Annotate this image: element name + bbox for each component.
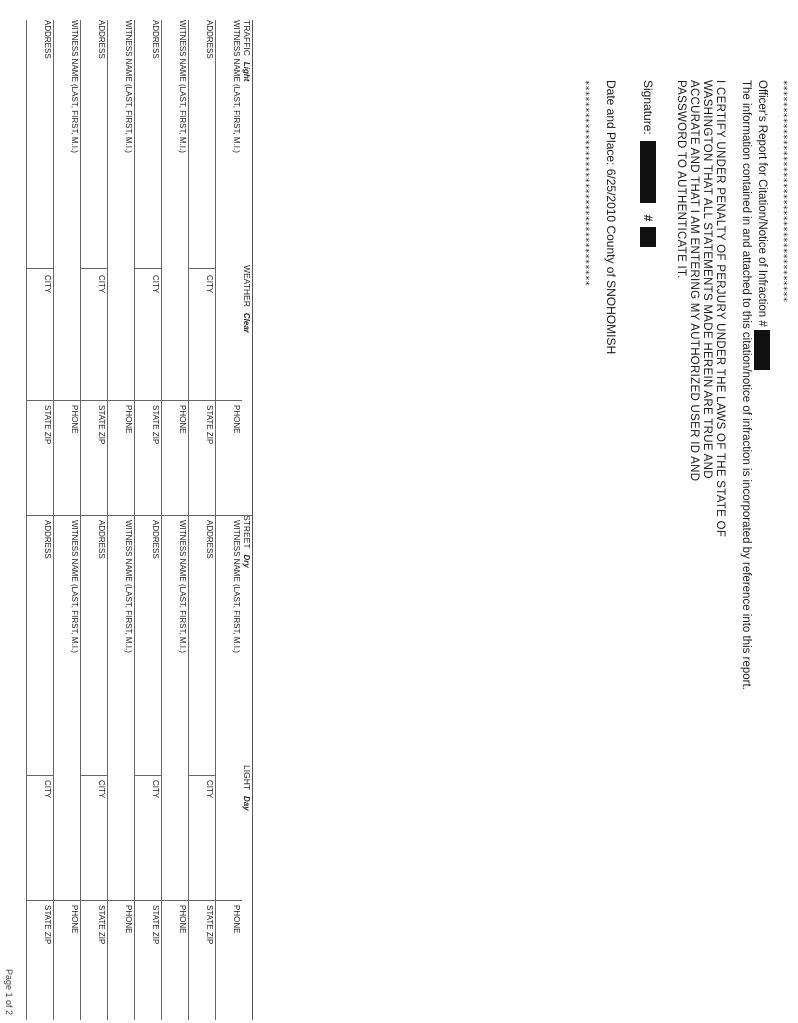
- divider: [27, 775, 53, 776]
- state-label: STATE: [97, 405, 106, 430]
- zip-label: ZIP: [97, 931, 106, 945]
- zip-label: ZIP: [205, 431, 214, 445]
- table-row: [188, 20, 215, 1020]
- street-label: STREET: [242, 515, 252, 549]
- phone-label: PHONE: [124, 405, 133, 434]
- state-zip-label: [43, 905, 52, 944]
- phone-label: PHONE: [178, 405, 187, 434]
- state-label: STATE: [43, 405, 52, 430]
- city-label: CITY: [97, 780, 106, 799]
- address-label: ADDRESS: [97, 20, 106, 59]
- certification-statement: [674, 80, 726, 640]
- phone-label: PHONE: [232, 905, 241, 934]
- divider: [26, 400, 242, 401]
- divider: [26, 900, 242, 901]
- witness-name-label: WITNESS NAME (LAST, FIRST, M.I.): [178, 20, 187, 153]
- state-zip-label: [151, 905, 160, 944]
- state-label: STATE: [205, 405, 214, 430]
- address-label: ADDRESS: [205, 20, 214, 59]
- city-label: CITY: [97, 275, 106, 294]
- address-label: ADDRESS: [43, 20, 52, 59]
- weather-label: WEATHER: [242, 265, 252, 307]
- state-zip-label: [97, 905, 106, 944]
- divider: [81, 268, 107, 269]
- address-label: ADDRESS: [97, 520, 106, 559]
- traffic-label: TRAFFIC: [242, 20, 252, 56]
- city-label: CITY: [151, 275, 160, 294]
- table-row: [80, 20, 107, 1020]
- witness-name-label: WITNESS NAME (LAST, FIRST, M.I.): [178, 520, 187, 653]
- divider: [81, 775, 107, 776]
- state-zip-label: [205, 905, 214, 944]
- witness-name-label: WITNESS NAME (LAST, FIRST, M.I.): [70, 20, 79, 153]
- divider: [189, 775, 215, 776]
- badge-hash: #: [641, 214, 655, 222]
- zip-label: ZIP: [43, 931, 52, 945]
- city-label: CITY: [151, 780, 160, 799]
- traffic-value: Light: [242, 61, 251, 82]
- redacted-badge-number: [640, 227, 656, 247]
- witness-name-label: WITNESS NAME (LAST, FIRST, M.I.): [70, 520, 79, 653]
- phone-label: PHONE: [178, 905, 187, 934]
- certify-line-4: PASSWORD TO AUTHENTICATE IT.: [675, 80, 687, 279]
- signature-line: [640, 80, 656, 980]
- city-label: CITY: [205, 275, 214, 294]
- certify-line-2: WASHINGTON THAT ALL STATEMENTS MADE HEREIN ARE TRUE AND: [701, 80, 713, 479]
- date-and-place: Date and Place: 6/25/2010 County of SNOHOMISH: [604, 80, 618, 355]
- table-row: [161, 20, 188, 1020]
- city-label: CITY: [43, 780, 52, 799]
- weather-value: Clear: [242, 312, 251, 333]
- state-zip-label: [151, 405, 160, 444]
- state-label: STATE: [151, 405, 160, 430]
- divider: [26, 515, 252, 516]
- table-row: [107, 20, 134, 1020]
- address-label: ADDRESS: [151, 520, 160, 559]
- witness-table: [22, 20, 253, 1020]
- certify-line-3: ACCURATE AND THAT I AM ENTERING MY AUTHORIZED USER ID AND: [688, 80, 700, 482]
- separator-stars-top: *****************************************: [778, 80, 788, 303]
- light-value: Day: [242, 796, 251, 811]
- street-value: Dry: [242, 554, 251, 568]
- witness-name-label: WITNESS NAME (LAST, FIRST, M.I.): [124, 520, 133, 653]
- report-title: [754, 80, 770, 980]
- signature-label: Signature:: [641, 80, 655, 135]
- table-row: [53, 20, 80, 1020]
- divider: [135, 268, 161, 269]
- state-zip-label: [43, 405, 52, 444]
- certify-line-1: I CERTIFY UNDER PENALTY OF PERJURY UNDER THE LAWS OF THE STATE OF: [714, 80, 726, 538]
- witness-name-label: WITNESS NAME (LAST, FIRST, M.I.): [232, 520, 241, 653]
- address-label: ADDRESS: [205, 520, 214, 559]
- address-label: ADDRESS: [43, 520, 52, 559]
- table-row: [134, 20, 161, 1020]
- zip-label: ZIP: [151, 931, 160, 945]
- state-label: STATE: [205, 905, 214, 930]
- state-zip-label: [97, 405, 106, 444]
- phone-label: PHONE: [232, 405, 241, 434]
- zip-label: ZIP: [151, 431, 160, 445]
- city-label: CITY: [43, 275, 52, 294]
- state-label: STATE: [43, 905, 52, 930]
- address-label: ADDRESS: [151, 20, 160, 59]
- light-label: LIGHT: [242, 765, 252, 791]
- redacted-signature: [640, 141, 656, 203]
- page-number: Page 1 of 2: [4, 968, 14, 1015]
- state-label: STATE: [151, 905, 160, 930]
- zip-label: ZIP: [205, 931, 214, 945]
- divider: [189, 268, 215, 269]
- redacted-citation-number: [754, 330, 770, 370]
- city-label: CITY: [205, 780, 214, 799]
- divider: [27, 268, 53, 269]
- witness-name-label: WITNESS NAME (LAST, FIRST, M.I.): [232, 20, 241, 153]
- report-header: [580, 80, 788, 980]
- table-row: [215, 20, 242, 1020]
- phone-label: PHONE: [70, 405, 79, 434]
- table-row: [26, 20, 53, 1020]
- witness-name-label: WITNESS NAME (LAST, FIRST, M.I.): [124, 20, 133, 153]
- state-zip-label: [205, 405, 214, 444]
- phone-label: PHONE: [70, 905, 79, 934]
- divider: [135, 775, 161, 776]
- separator-stars-bottom: **************************************: [580, 80, 590, 286]
- state-label: STATE: [97, 905, 106, 930]
- info-statement: The information contained in and attached to this citation/notice of infraction is incorporated by reference into this report.: [740, 80, 752, 690]
- phone-label: PHONE: [124, 905, 133, 934]
- zip-label: ZIP: [43, 431, 52, 445]
- zip-label: ZIP: [97, 431, 106, 445]
- report-title-text: Officer's Report for Citation/Notice of Infraction #: [755, 80, 768, 327]
